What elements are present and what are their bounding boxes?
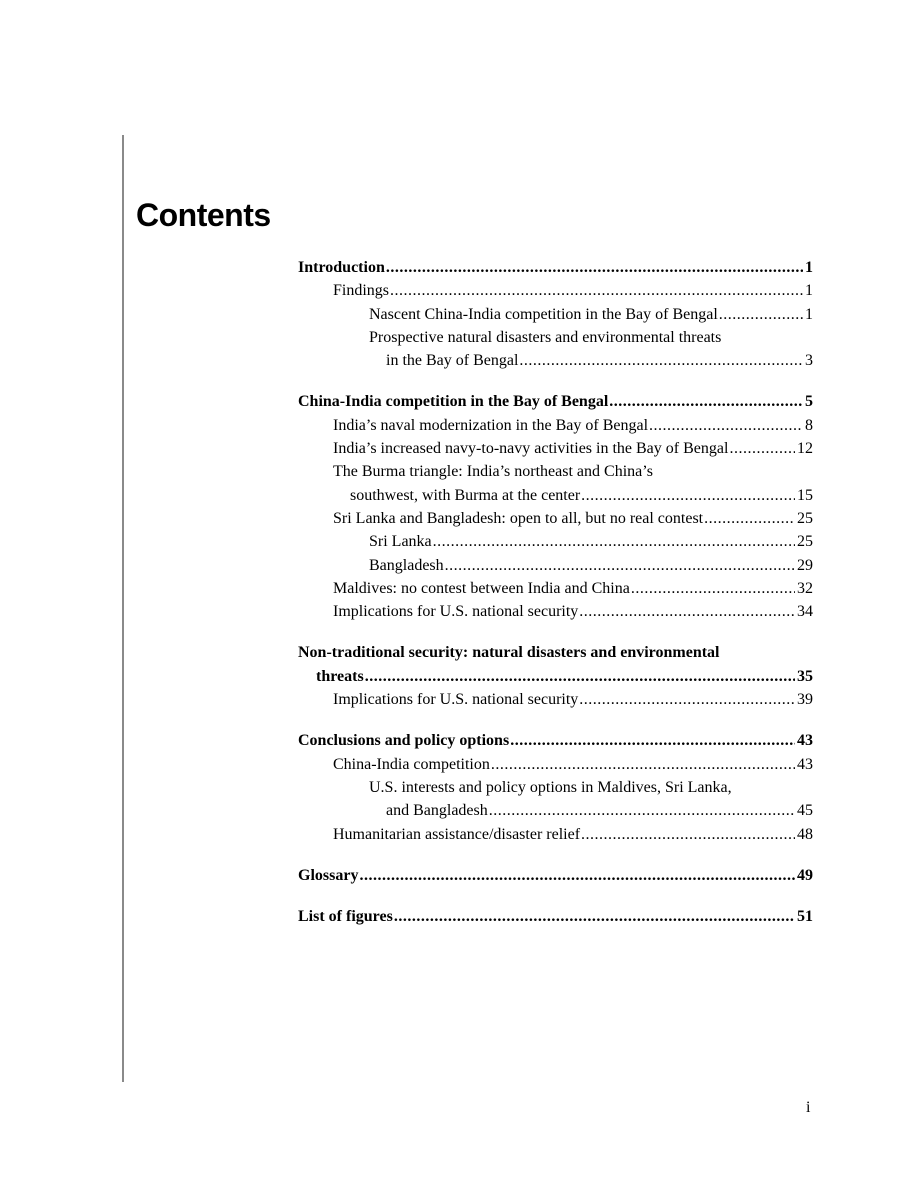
toc-entry-page: 43	[797, 755, 813, 773]
dot-leader	[510, 729, 795, 752]
dot-leader	[489, 799, 795, 822]
toc-section	[298, 905, 813, 928]
toc-entry-page: 49	[797, 866, 813, 884]
dot-leader	[609, 390, 803, 413]
dot-leader	[729, 437, 795, 460]
toc-entry-page: 8	[805, 416, 813, 434]
dot-leader	[704, 507, 795, 530]
toc-entry[interactable]	[298, 554, 813, 577]
toc-entry[interactable]	[298, 823, 813, 846]
toc-entry-page: 35	[797, 667, 813, 685]
toc-entry-title: in the Bay of Bengal	[386, 352, 519, 370]
toc-entry-page: 1	[805, 305, 813, 323]
toc-entry-title: Implications for U.S. national security	[333, 603, 579, 621]
toc-entry[interactable]	[298, 460, 813, 483]
toc-section	[298, 256, 813, 372]
toc-entry-page: 48	[797, 825, 813, 843]
toc-entry[interactable]	[298, 799, 813, 822]
toc-entry-title: Maldives: no contest between India and China	[333, 579, 630, 597]
toc-entry[interactable]	[298, 414, 813, 437]
toc-entry-title: China-India competition	[333, 755, 490, 773]
toc-entry[interactable]	[298, 665, 813, 688]
dot-leader	[445, 554, 795, 577]
toc-entry[interactable]	[298, 484, 813, 507]
toc-entry-title: Conclusions and policy options	[298, 732, 510, 750]
toc-entry[interactable]	[298, 600, 813, 623]
dot-leader	[519, 349, 803, 372]
toc-entry-page: 1	[805, 282, 813, 300]
dot-leader	[649, 414, 803, 437]
toc-entry-title: Non-traditional security: natural disasters and environmental	[298, 644, 720, 662]
toc-section	[298, 390, 813, 623]
toc-entry-title: Prospective natural disasters and environmental threats	[369, 328, 722, 346]
dot-leader	[491, 753, 795, 776]
toc-entry-page: 32	[797, 579, 813, 597]
toc-entry-page: 5	[805, 393, 813, 411]
toc-entry[interactable]	[298, 530, 813, 553]
dot-leader	[394, 905, 795, 928]
toc-entry-title: threats	[316, 667, 364, 685]
toc-entry-page: 25	[797, 533, 813, 551]
toc-entry-title: List of figures	[298, 908, 393, 926]
toc-entry[interactable]	[298, 753, 813, 776]
dot-leader	[581, 823, 795, 846]
dot-leader	[386, 256, 803, 279]
toc-entry-title: India’s increased navy-to-navy activities in the Bay of Bengal	[333, 440, 729, 458]
toc-entry-page: 34	[797, 603, 813, 621]
toc-entry-title: U.S. interests and policy options in Maldives, Sri Lanka,	[369, 778, 732, 796]
toc-entry-page: 15	[797, 486, 813, 504]
toc-entry[interactable]	[298, 437, 813, 460]
toc-section	[298, 864, 813, 887]
page-number: i	[806, 1099, 811, 1116]
dot-leader	[433, 530, 795, 553]
table-of-contents	[298, 256, 813, 946]
toc-entry-title: Nascent China-India competition in the Bay of Bengal	[369, 305, 718, 323]
toc-entry[interactable]	[298, 256, 813, 279]
toc-entry-page: 25	[797, 509, 813, 527]
toc-entry-page: 45	[797, 802, 813, 820]
dot-leader	[719, 303, 803, 326]
toc-entry-title: Sri Lanka and Bangladesh: open to all, but no real contest	[333, 509, 704, 527]
dot-leader	[390, 279, 803, 302]
toc-entry-title: The Burma triangle: India’s northeast and China’s	[333, 463, 653, 481]
page-title: Contents	[136, 197, 271, 233]
toc-entry[interactable]	[298, 577, 813, 600]
toc-entry-page: 51	[797, 908, 813, 926]
toc-entry-title: Glossary	[298, 866, 359, 884]
toc-entry[interactable]	[298, 390, 813, 413]
toc-entry-title: India’s naval modernization in the Bay of Bengal	[333, 416, 649, 434]
dot-leader	[581, 484, 795, 507]
toc-entry-title: Sri Lanka	[369, 533, 432, 551]
toc-entry-title: and Bangladesh	[386, 802, 488, 820]
toc-section	[298, 729, 813, 845]
toc-entry-title: southwest, with Burma at the center	[350, 486, 581, 504]
dot-leader	[365, 665, 795, 688]
toc-entry[interactable]	[298, 279, 813, 302]
toc-entry-title: Implications for U.S. national security	[333, 691, 579, 709]
toc-entry[interactable]	[298, 864, 813, 887]
toc-entry-page: 39	[797, 691, 813, 709]
toc-entry[interactable]	[298, 905, 813, 928]
dot-leader	[579, 688, 795, 711]
toc-entry-page: 3	[805, 352, 813, 370]
toc-entry-title: Bangladesh	[369, 556, 444, 574]
margin-rule	[122, 135, 124, 1082]
toc-entry-title: Findings	[333, 282, 390, 300]
toc-entry-page: 1	[805, 259, 813, 276]
toc-entry[interactable]	[298, 688, 813, 711]
toc-entry[interactable]	[298, 303, 813, 326]
toc-entry[interactable]	[298, 349, 813, 372]
dot-leader	[631, 577, 795, 600]
toc-entry[interactable]	[298, 729, 813, 752]
toc-entry-page: 43	[797, 732, 813, 750]
toc-entry-page: 12	[797, 440, 813, 458]
toc-entry-title: Humanitarian assistance/disaster relief	[333, 825, 581, 843]
toc-entry[interactable]	[298, 641, 813, 664]
toc-entry[interactable]	[298, 326, 813, 349]
toc-entry[interactable]	[298, 776, 813, 799]
toc-entry-page: 29	[797, 556, 813, 574]
toc-entry-title: China-India competition in the Bay of Bengal	[298, 393, 609, 411]
toc-entry[interactable]	[298, 507, 813, 530]
toc-section	[298, 641, 813, 711]
dot-leader	[359, 864, 795, 887]
toc-entry-title: Introduction	[298, 259, 385, 276]
dot-leader	[579, 600, 795, 623]
